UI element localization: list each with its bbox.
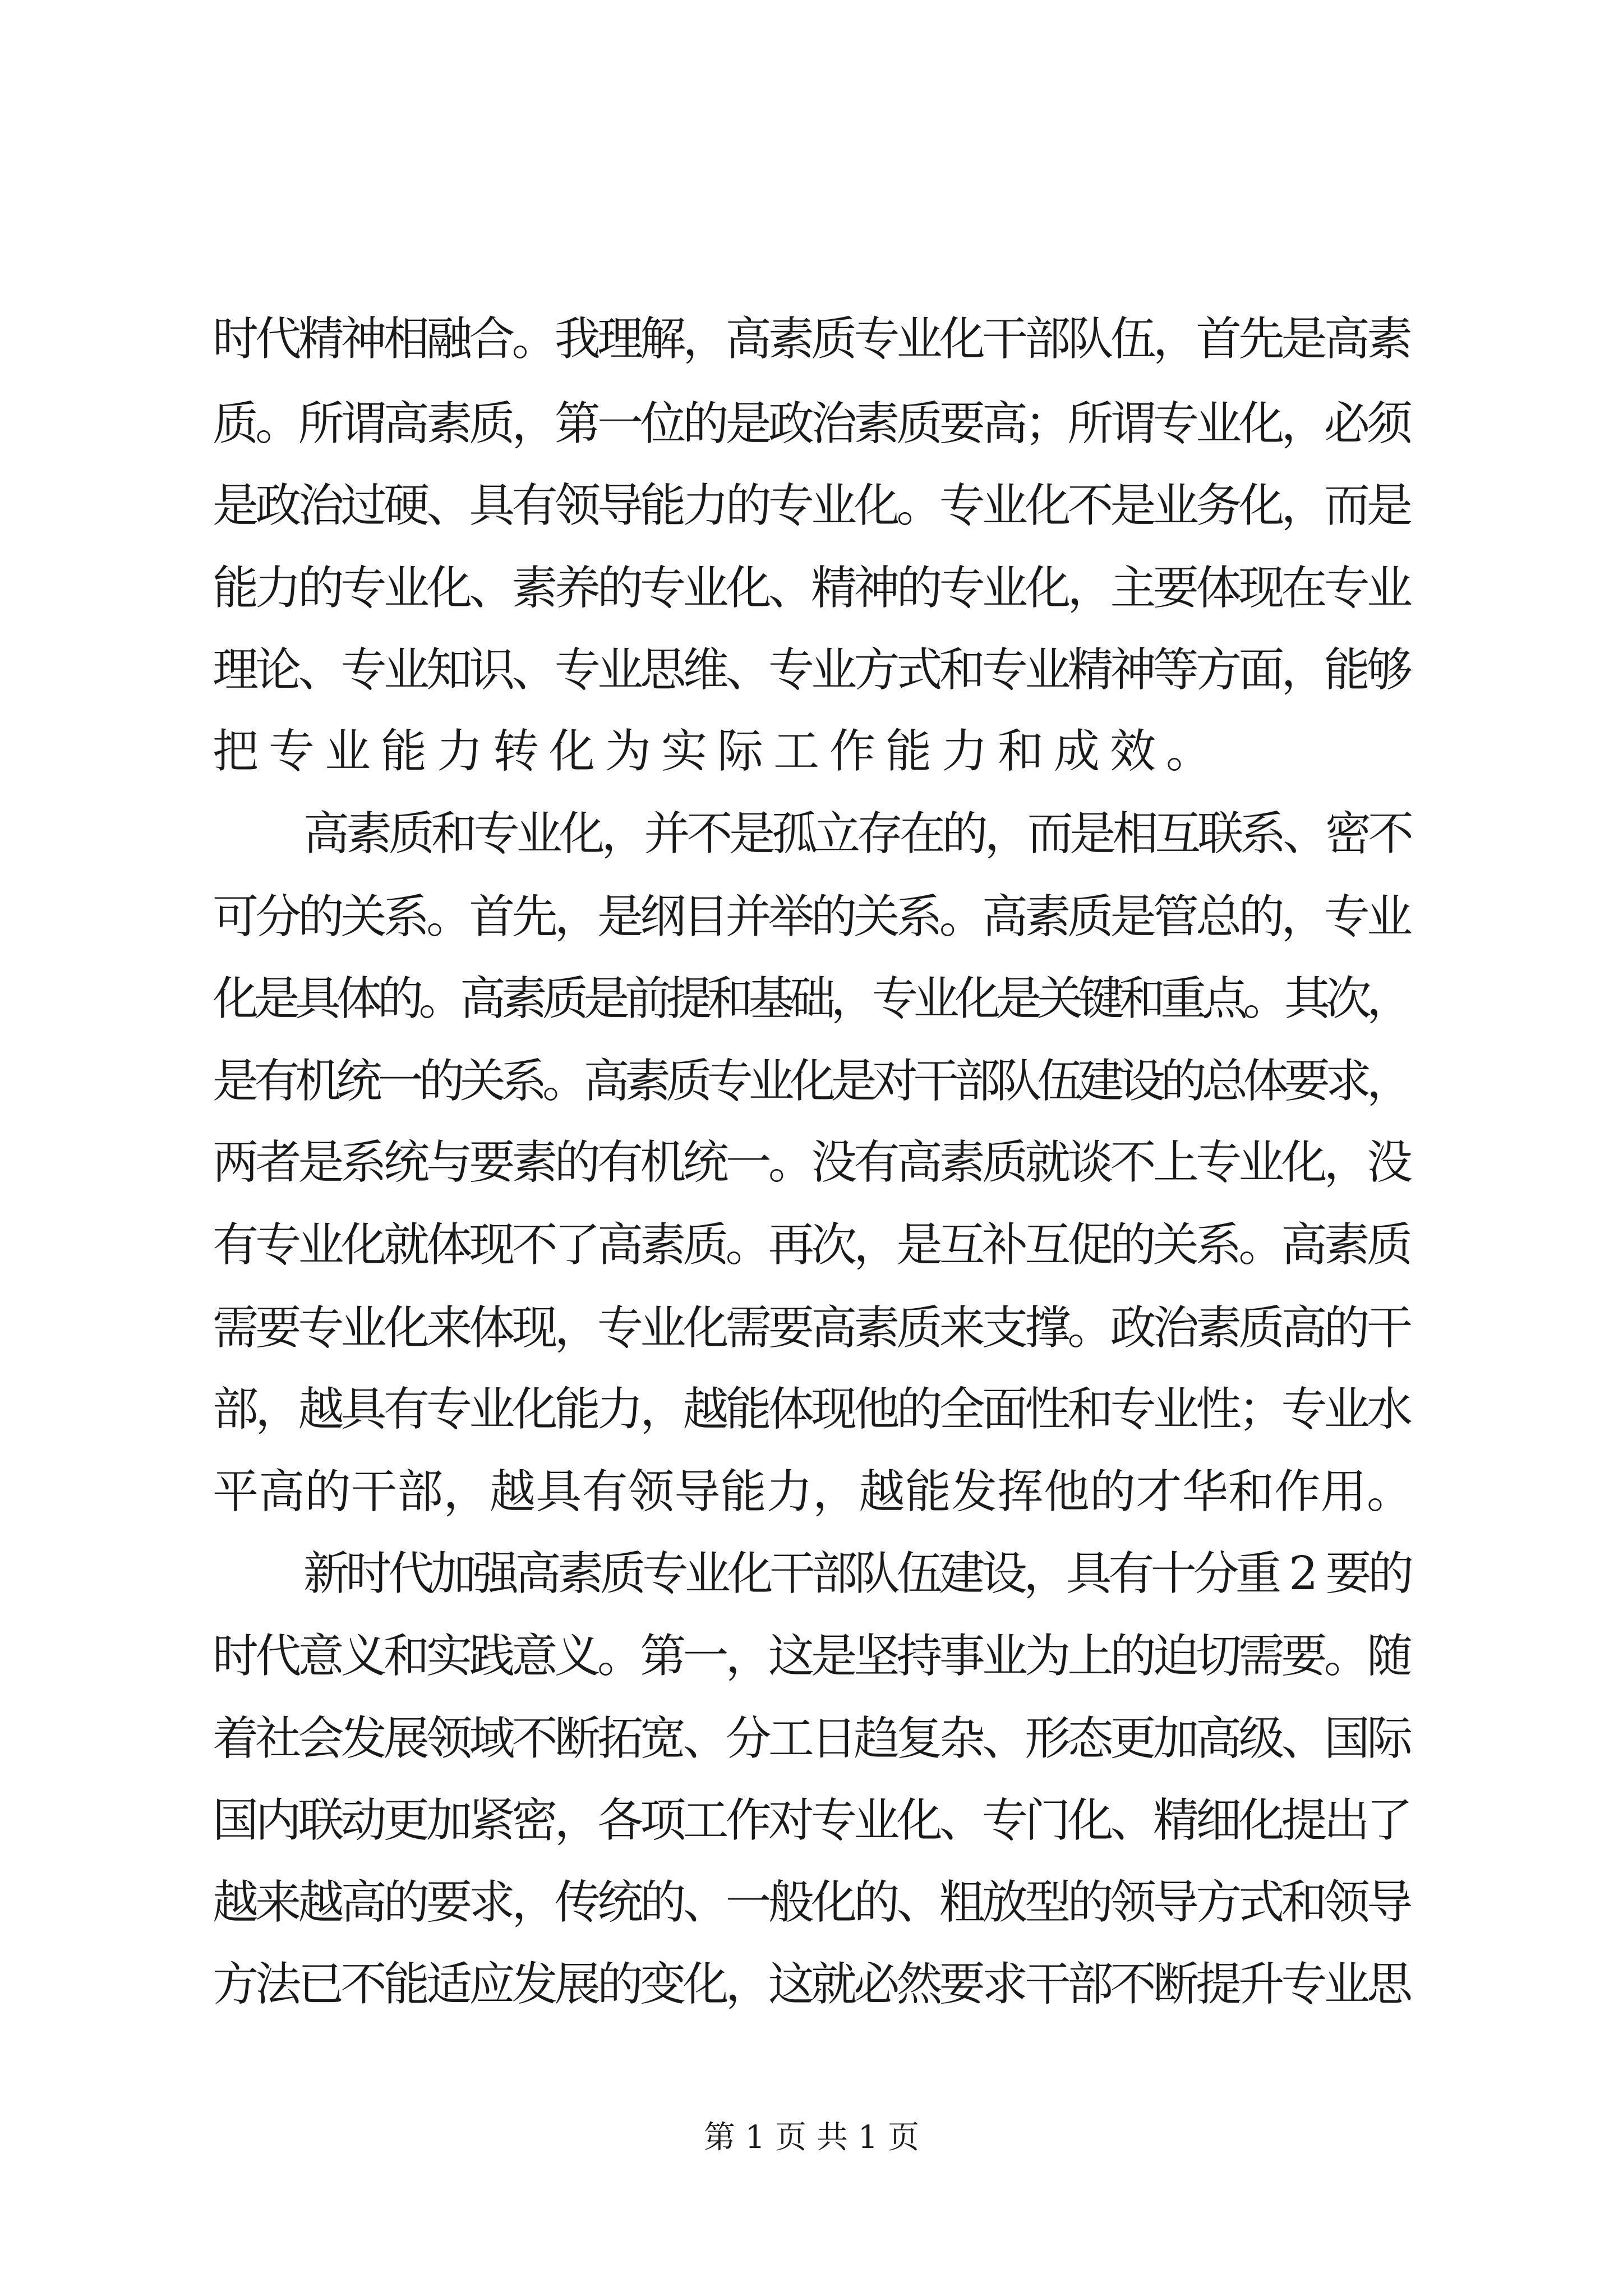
- text-line: [0, 1546, 1623, 1602]
- text-line: [0, 889, 1623, 945]
- line-text: 时代精神相融合。我理解，高素质专业化干部队伍，首先是高素: [213, 312, 1410, 366]
- line-text: 高素质和专业化，并不是孤立存在的，而是相互联系、密不: [303, 807, 1410, 861]
- line-text: 两者是系统与要素的有机统一。没有高素质就谈不上专业化，没: [213, 1136, 1410, 1189]
- line-text: 着社会发展领域不断拓宽、分工日趋复杂、形态更加高级、国际: [213, 1712, 1410, 1765]
- line-text: 是有机统一的关系。高素质专业化是对干部队伍建设的总体要求，: [213, 1055, 1408, 1108]
- line-text: 是政治过硬、具有领导能力的专业化。专业化不是业务化，而是: [213, 479, 1410, 532]
- text-line: [0, 806, 1623, 862]
- text-line: [0, 1300, 1623, 1356]
- text-line: [0, 1628, 1623, 1685]
- line-text: 理论、专业知识、专业思维、专业方式和专业精神等方面，能够: [213, 643, 1410, 697]
- line-text: 新时代加强高素质专业化干部队伍建设，具有十分重 2 要的: [303, 1547, 1410, 1600]
- line-text: 能力的专业化、素养的专业化、精神的专业化，主要体现在专业: [213, 562, 1410, 615]
- page-number-label: 第 1 页 共 1 页: [703, 2119, 920, 2156]
- line-text: 可分的关系。首先，是纲目并举的关系。高素质是管总的，专业: [213, 890, 1410, 944]
- line-text: 化是具体的。高素质是前提和基础，专业化是关键和重点。其次，: [213, 972, 1408, 1025]
- line-text: 质。所谓高素质，第一位的是政治素质要高；所谓专业化，必须: [213, 397, 1410, 450]
- text-line: [0, 642, 1623, 698]
- line-text: 方法已不能适应发展的变化，这就必然要求干部不断提升专业思: [213, 1958, 1410, 2011]
- text-line: [0, 396, 1623, 452]
- line-text: 时代意义和实践意义。第一，这是坚持事业为上的迫切需要。随: [213, 1630, 1410, 1683]
- line-text: 有专业化就体现不了高素质。再次，是互补互促的关系。高素质: [213, 1218, 1410, 1272]
- text-line: [0, 478, 1623, 534]
- text-line: [0, 1711, 1623, 1767]
- text-line: [0, 1464, 1623, 1520]
- text-line: [0, 724, 1623, 780]
- line-text: 部，越具有专业化能力，越能体现他的全面性和专业性；专业水: [213, 1383, 1410, 1436]
- line-text: 把专业能力转化为实际工作能力和成效。: [213, 725, 1223, 778]
- text-line: [0, 560, 1623, 616]
- text-line: [0, 1217, 1623, 1273]
- text-line: [0, 1875, 1623, 1931]
- line-text: 国内联动更加紧密，各项工作对专业化、专门化、精细化提出了: [213, 1794, 1410, 1847]
- line-text: 越来越高的要求，传统的、一般化的、粗放型的领导方式和领导: [213, 1876, 1410, 1929]
- line-text: 平高的干部，越具有领导能力，越能发挥他的才华和作用。: [213, 1465, 1413, 1519]
- page-footer: [0, 2118, 1623, 2157]
- text-line: [0, 971, 1623, 1027]
- text-line: [0, 1957, 1623, 2013]
- text-line: [0, 311, 1623, 367]
- text-line: [0, 1053, 1623, 1110]
- text-line: [0, 1382, 1623, 1438]
- text-line: [0, 1793, 1623, 1849]
- text-line: [0, 1135, 1623, 1191]
- line-text: 需要专业化来体现，专业化需要高素质来支撑。政治素质高的干: [213, 1301, 1410, 1355]
